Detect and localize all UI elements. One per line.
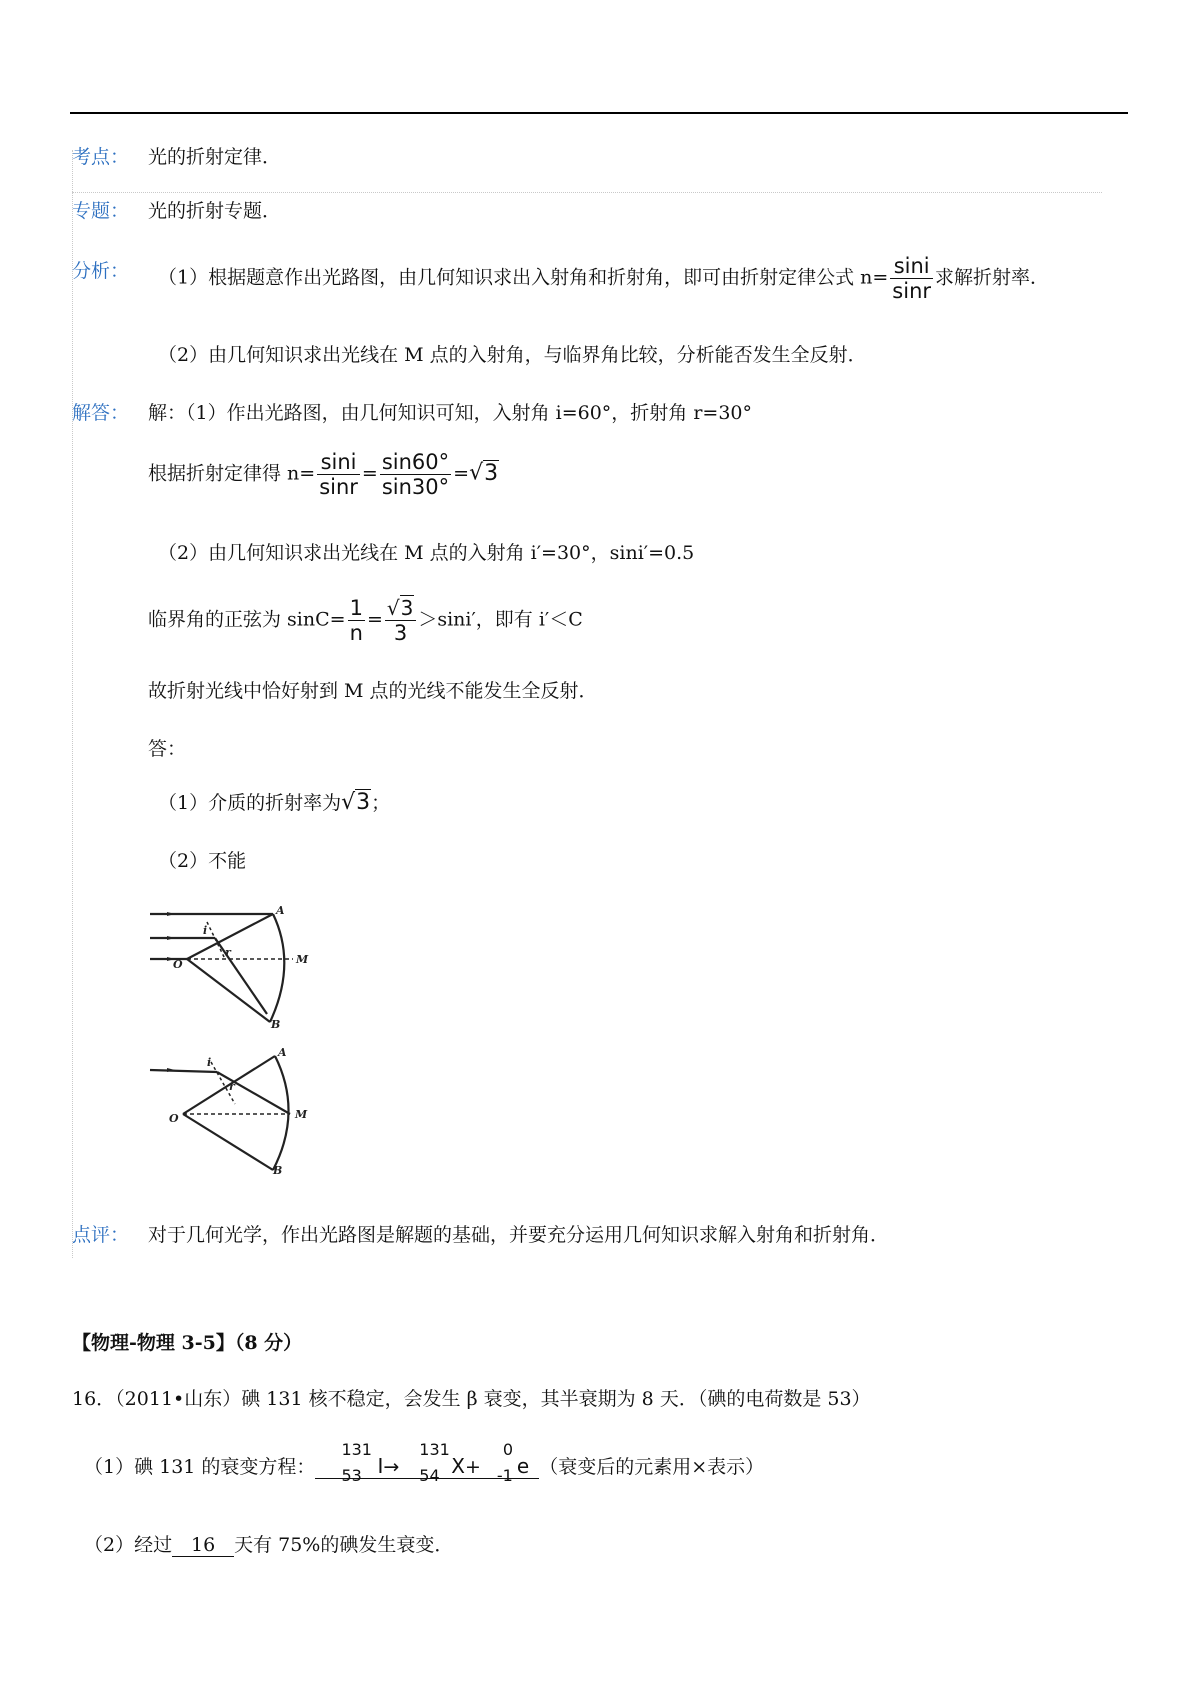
fraction-numerator: sini [890,254,933,279]
plus-sign: + [464,1456,481,1478]
equals-sign: = [366,608,383,631]
q16-part-1 [84,1440,765,1485]
frac-sqrt3-3 [385,596,416,645]
radius-OB [187,959,270,1022]
arc-AB [270,914,284,1022]
dianping-text: 对于几何光学，作出光路图是解题的基础，并要充分运用几何知识求解入射角和折射角． [148,1224,890,1246]
fenxi-para-2: （2）由几何知识求出光线在 M 点的入射角，与临界角比较，分析能否发生全反射． [158,344,867,366]
label-r: r [229,1080,235,1093]
frac-sini-sinr [317,450,360,499]
arrow-icon [167,912,175,916]
q16-p1-prefix: （1）碘 131 的衰变方程： [84,1456,316,1478]
fenxi-p1-after: 求解折射率． [935,266,1050,289]
l4-after: ＞sini′，即有 i′＜C [418,608,583,631]
refracted-ray [217,1072,290,1114]
arrow-icon: → [383,1456,400,1478]
fraction-numerator [385,596,416,621]
element-symbol: X [451,1454,465,1478]
dianping-label: 点评： [72,1224,130,1246]
l2-prefix: 根据折射定律得 n= [148,462,316,485]
label-r: r [225,946,231,959]
equals-sign: = [453,462,470,485]
fraction-denominator: sin30° [381,475,450,500]
fraction-denominator: sinr [319,475,358,500]
fraction-denominator: sinr [892,279,932,304]
label-M: M [296,953,309,966]
fenxi-formula-fraction [890,254,933,303]
top-rule [70,112,1128,114]
mass-number: 131 [419,1440,450,1459]
equals-sign: = [361,462,378,485]
section-title: 【物理-物理 3-5】（8 分） [72,1332,303,1354]
frac-1-n [348,596,365,645]
charge-number: 54 [419,1466,440,1485]
dotted-margin [72,150,73,1258]
fenxi-p1-before: （1）根据题意作出光路图，由几何知识求出入射角和折射角，即可由折射定律公式 n= [158,266,889,289]
kaodian-text: 光的折射定律． [148,146,282,168]
zhuanti-text: 光的折射专题． [148,200,282,222]
sqrt-3: √3 [341,790,371,815]
fenxi-label: 分析： [72,260,130,282]
jieda-line-2 [148,450,499,499]
fraction-numerator: sini [317,450,360,475]
jieda-line-1: 解：（1）作出光路图，由几何知识可知，入射角 i=60°，折射角 r=30° [148,402,753,424]
label-A: A [278,1046,287,1059]
fenxi-para-1 [158,254,1049,303]
zhuanti-label: 专题： [72,200,130,222]
jieda-line-3: （2）由几何知识求出光线在 M 点的入射角 i′=30°，sini′=0.5 [158,542,695,564]
jieda-label: 解答： [72,402,130,424]
dotted-separator [72,192,1102,193]
incident-ray [150,1070,217,1072]
element-symbol: e [516,1454,530,1478]
answer-blank: 16 [172,1534,234,1557]
jieda-line-7 [158,788,390,815]
radicand: 3 [356,790,371,815]
jieda-line-5: 故折射光线中恰好射到 M 点的光线不能发生全反射． [148,680,598,702]
l4-prefix: 临界角的正弦为 sinC= [148,608,346,631]
element-symbol: I [377,1454,384,1478]
jieda-line-8: （2）不能 [158,850,247,872]
label-i: i [207,1056,212,1069]
fraction-numerator: sin60° [381,450,450,474]
nuclide-e [481,1440,530,1485]
light-path-diagram-2 [145,1042,315,1174]
label-i: i [203,924,208,937]
label-A: A [276,904,285,917]
light-path-diagram-1 [145,904,315,1029]
label-O: O [173,958,183,971]
kaodian-label: 考点： [72,146,130,168]
charge-number: -1 [496,1466,513,1485]
fraction-denominator: 3 [393,621,408,646]
mass-number: 0 [502,1440,514,1459]
q16-p2-after: 天有 75%的碘发生衰变． [234,1534,454,1556]
radicand: 3 [400,596,414,620]
q16-p2-prefix: （2）经过 [84,1534,173,1556]
frac-sin60-sin30 [380,450,451,499]
fraction-denominator: n [349,621,363,646]
arrow-icon [167,936,175,940]
radius-OB [183,1114,273,1170]
nuclide-I [341,1440,384,1485]
l7-prefix: （1）介质的折射率为 [158,792,342,814]
radicand: 3 [484,460,499,486]
l7-after: ； [371,792,391,814]
sqrt-3: √3 [469,460,499,486]
label-O: O [169,1112,179,1125]
label-M: M [295,1108,308,1121]
q16-part-2 [84,1530,453,1557]
charge-number: 53 [341,1466,362,1485]
sqrt-3: √3 [386,596,414,620]
jieda-line-4 [148,596,583,645]
label-B: B [273,1164,283,1174]
jieda-line-6: 答： [148,738,187,760]
q16-p1-after: （衰变后的元素用×表示） [539,1456,765,1478]
q16-stem: 16．（2011•山东）碘 131 核不稳定，会发生 β 衰变，其半衰期为 8 天．（碘的电荷数是 53） [72,1388,871,1410]
decay-equation-blank [315,1440,539,1485]
fraction-numerator: 1 [349,596,363,620]
nuclide-X [399,1440,465,1485]
refracted-ray [215,938,267,1014]
label-B: B [271,1018,281,1029]
mass-number: 131 [341,1440,372,1459]
